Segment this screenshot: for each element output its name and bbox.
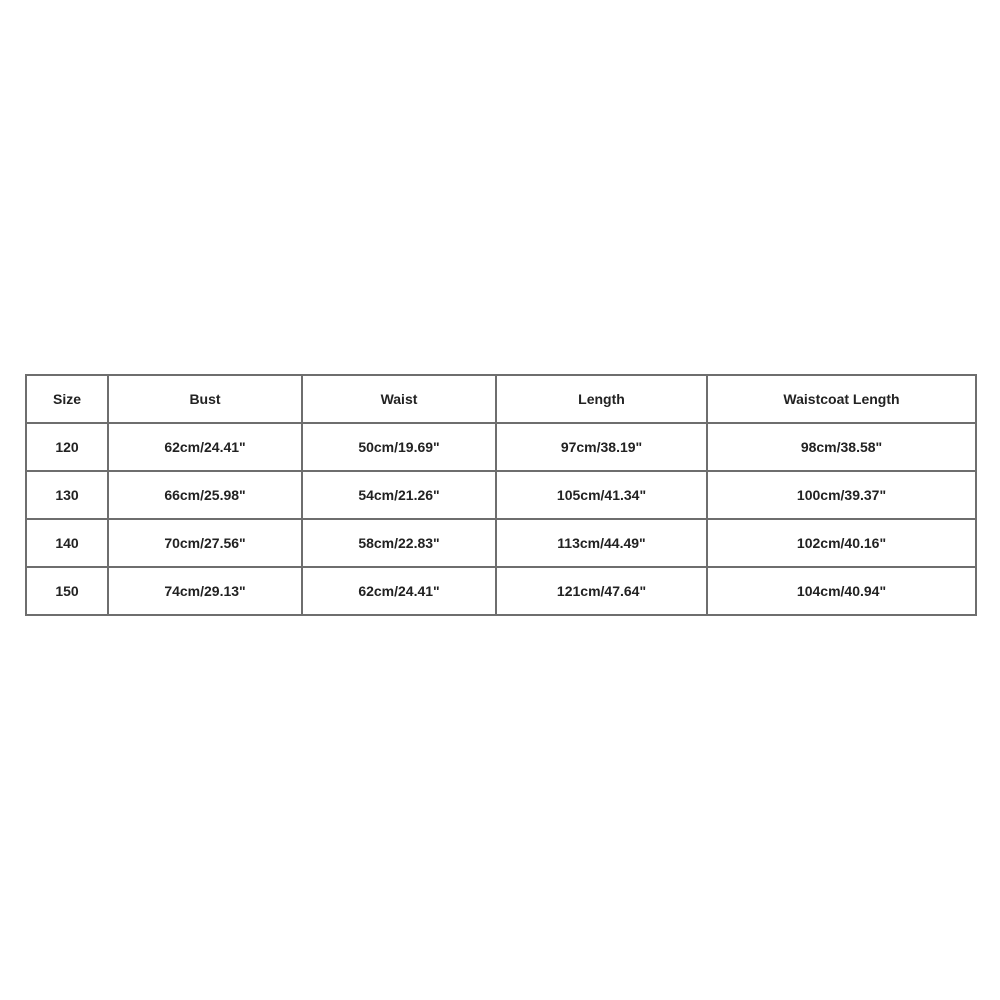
cell-bust: 70cm/27.56" — [108, 519, 302, 567]
cell-size: 140 — [26, 519, 108, 567]
cell-waist: 50cm/19.69" — [302, 423, 496, 471]
header-size: Size — [26, 375, 108, 423]
cell-waistcoat-length: 104cm/40.94" — [707, 567, 976, 615]
cell-size: 150 — [26, 567, 108, 615]
table-header-row — [26, 375, 976, 423]
cell-waistcoat-length: 100cm/39.37" — [707, 471, 976, 519]
cell-size: 130 — [26, 471, 108, 519]
table-row — [26, 423, 976, 471]
cell-length: 113cm/44.49" — [496, 519, 707, 567]
cell-length: 97cm/38.19" — [496, 423, 707, 471]
table-row — [26, 519, 976, 567]
cell-length: 105cm/41.34" — [496, 471, 707, 519]
cell-bust: 62cm/24.41" — [108, 423, 302, 471]
table-row — [26, 471, 976, 519]
cell-waist: 62cm/24.41" — [302, 567, 496, 615]
cell-waistcoat-length: 102cm/40.16" — [707, 519, 976, 567]
cell-waist: 58cm/22.83" — [302, 519, 496, 567]
cell-bust: 66cm/25.98" — [108, 471, 302, 519]
cell-bust: 74cm/29.13" — [108, 567, 302, 615]
table-row — [26, 567, 976, 615]
cell-waistcoat-length: 98cm/38.58" — [707, 423, 976, 471]
header-waist: Waist — [302, 375, 496, 423]
cell-size: 120 — [26, 423, 108, 471]
header-waistcoat-length: Waistcoat Length — [707, 375, 976, 423]
header-length: Length — [496, 375, 707, 423]
cell-length: 121cm/47.64" — [496, 567, 707, 615]
cell-waist: 54cm/21.26" — [302, 471, 496, 519]
header-bust: Bust — [108, 375, 302, 423]
size-chart-table — [25, 374, 977, 616]
